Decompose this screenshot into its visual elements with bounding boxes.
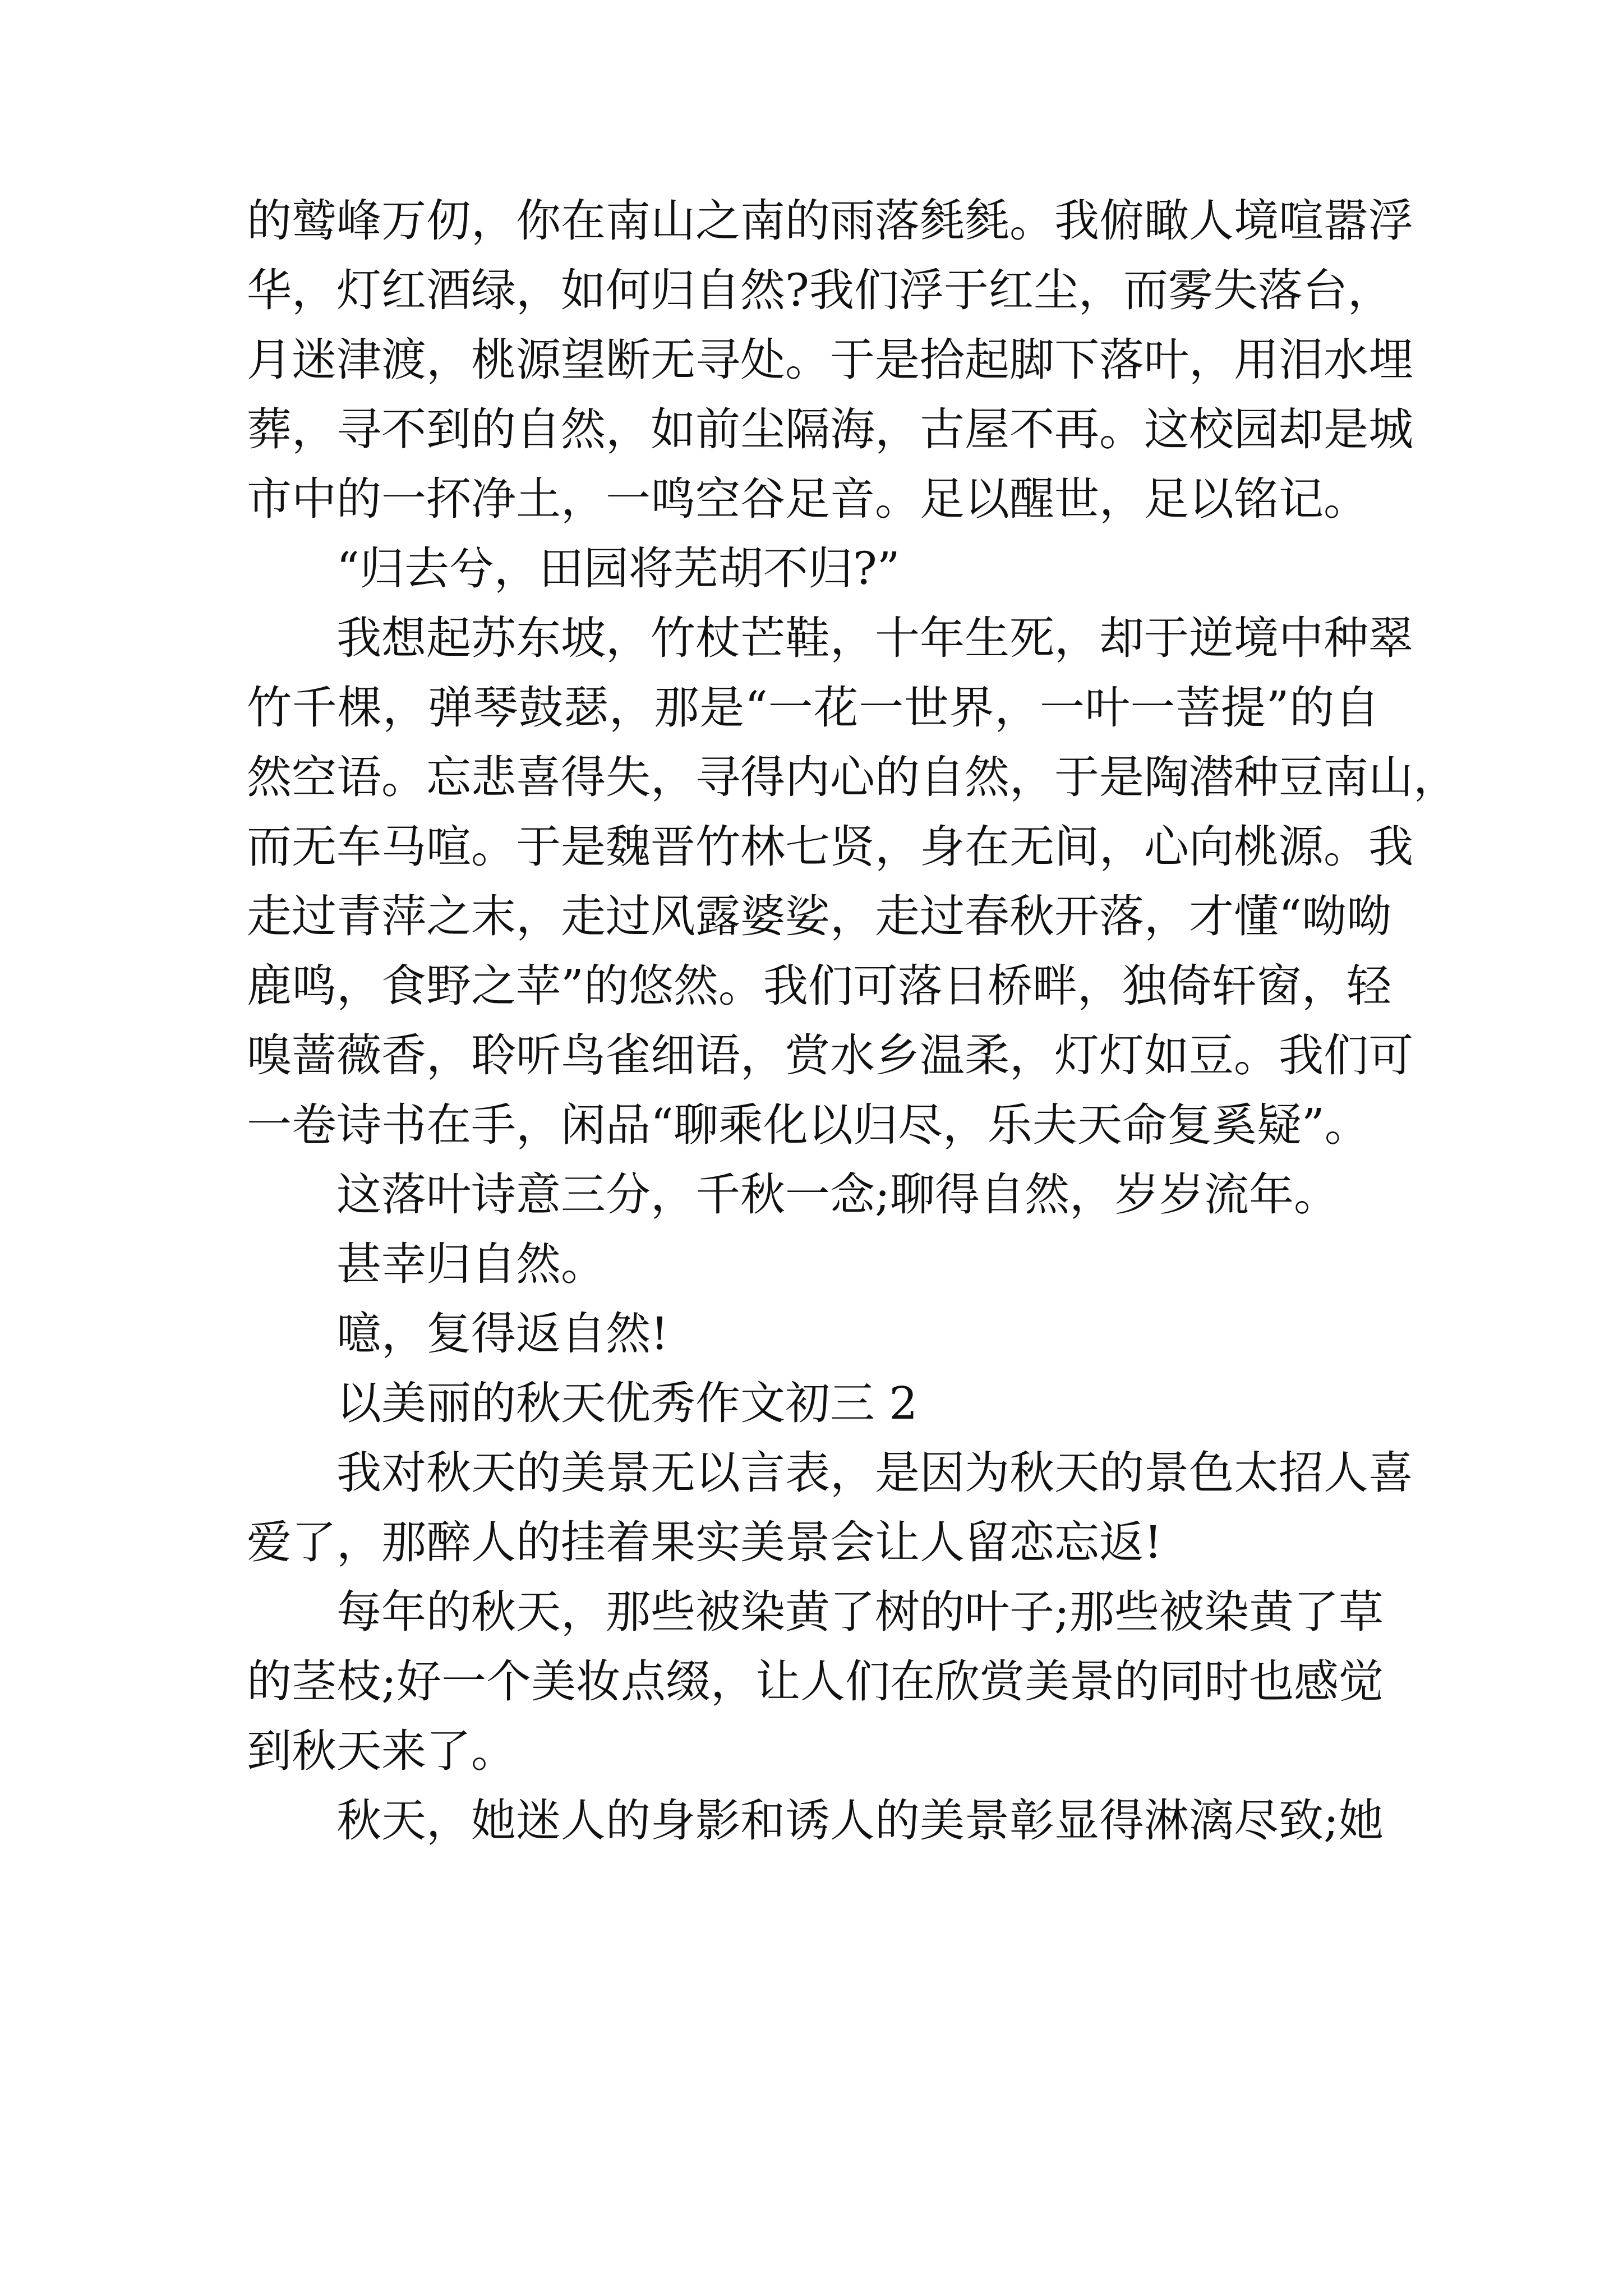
section-heading: 以美丽的秋天优秀作文初三 2 [336, 1377, 918, 1429]
text-line: 走过青萍之末，走过风露婆娑，走过春秋开落，才懂“呦呦 [247, 890, 1391, 942]
text-line: 这落叶诗意三分，千秋一念;聊得自然，岁岁流年。 [336, 1168, 1339, 1221]
text-line: 而无车马喧。于是魏晋竹林七贤，身在无间，心向桃源。我 [247, 821, 1413, 873]
text-line: 秋天，她迷人的身影和诱人的美景彰显得淋漓尽致;她 [336, 1795, 1384, 1847]
text-line: 的鹫峰万仞，你在南山之南的雨落毵毵。我俯瞰人境喧嚣浮 [247, 195, 1413, 247]
text-line: 的茎枝;好一个美妆点缀，让人们在欣赏美景的同时也感觉 [247, 1655, 1384, 1708]
text-line: 葬，寻不到的自然，如前尘隔海，古屋不再。这校园却是城 [247, 403, 1413, 455]
text-line: 月迷津渡，桃源望断无寻处。于是拾起脚下落叶，用泪水埋 [247, 334, 1413, 386]
text-line: 嗅蔷薇香，聆听鸟雀细语，赏水乡温柔，灯灯如豆。我们可 [247, 1029, 1413, 1082]
text-line: 噫，复得返自然! [336, 1308, 669, 1360]
text-line: 爱了，那醉人的挂着果实美景会让人留恋忘返! [247, 1516, 1163, 1568]
text-line: 市中的一抔净土，一鸣空谷足音。足以醒世，足以铭记。 [247, 473, 1368, 525]
text-line: 到秋天来了。 [247, 1725, 516, 1777]
text-line: 我对秋天的美景无以言表，是因为秋天的景色太招人喜 [336, 1447, 1413, 1499]
quote-line: “归去兮，田园将芜胡不归?” [336, 542, 900, 595]
text-line: 然空语。忘悲喜得失，寻得内心的自然，于是陶潜种豆南山， [247, 751, 1458, 803]
text-line: 甚幸归自然。 [336, 1238, 606, 1290]
text-line: 竹千棵，弹琴鼓瑟，那是“一花一世界，一叶一菩提”的自 [247, 682, 1380, 734]
text-line: 我想起苏东坡，竹杖芒鞋，十年生死，却于逆境中种翠 [336, 612, 1413, 664]
text-line: 鹿鸣，食野之苹”的悠然。我们可落日桥畔，独倚轩窗，轻 [247, 960, 1391, 1012]
text-line: 一卷诗书在手，闲品“聊乘化以归尽，乐夫天命复奚疑”。 [247, 1099, 1370, 1151]
body-text [247, 186, 1458, 1856]
text-line: 华，灯红酒绿，如何归自然?我们浮于红尘，而雾失落台， [247, 264, 1393, 316]
text-line: 每年的秋天，那些被染黄了树的叶子;那些被染黄了草 [336, 1586, 1384, 1638]
